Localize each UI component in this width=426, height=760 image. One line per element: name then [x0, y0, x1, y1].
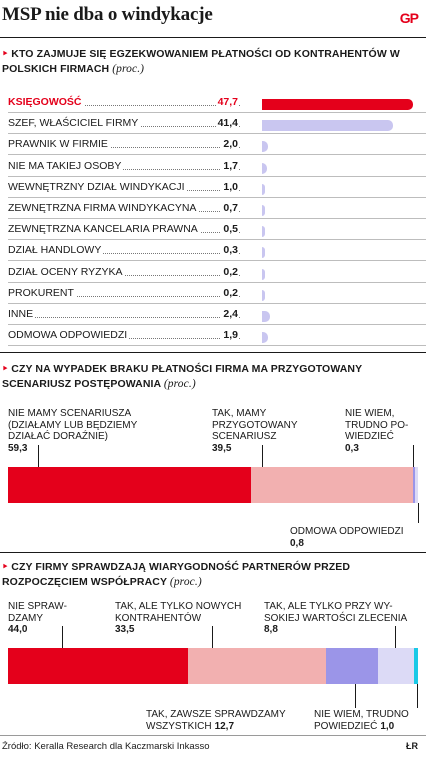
q3-segment	[326, 648, 378, 684]
q1-category-label: DZIAŁ OCENY RYZYKA	[8, 265, 123, 278]
q3-annotation-new-only	[115, 601, 241, 636]
q1-value-label: 1,7	[223, 159, 238, 172]
q3-stacked-bar	[8, 648, 418, 684]
annotation-line: TAK, ZAWSZE SPRAWDZAMY	[146, 709, 286, 720]
annotation-value: 44,0	[8, 624, 28, 635]
q3-segment	[414, 648, 418, 684]
leader-line	[417, 684, 418, 708]
annotation-line: NIE MAMY SCENARIUSZA	[8, 408, 132, 419]
q2-stacked-bar	[8, 467, 418, 503]
q3-title: CZY FIRMY SPRAWDZAJĄ WIARYGODNOŚĆ PARTNERÓW PRZED ROZPOCZĘCIEM WSPÓŁPRACY	[2, 561, 351, 588]
q1-bar	[262, 226, 265, 237]
q1-row	[8, 326, 426, 346]
q1-category-label: NIE MA TAKIEJ OSOBY	[8, 159, 122, 172]
q1-row	[8, 284, 426, 304]
annotation-line: POWIEDZIEĆ 1,0	[314, 720, 395, 732]
q1-row	[8, 114, 426, 134]
annotation-value: 33,5	[115, 624, 135, 635]
row-separator	[8, 345, 426, 346]
row-separator	[8, 260, 426, 261]
annotation-line: PRZYGOTOWANY	[212, 419, 298, 431]
q1-row	[8, 178, 426, 198]
q1-value-label: 1,9	[223, 329, 238, 342]
q3-annotation-high-value	[264, 601, 407, 636]
leader-line	[395, 626, 396, 648]
q2-segment	[415, 467, 418, 503]
q1-bar	[262, 141, 268, 152]
q1-row	[8, 135, 426, 155]
q1-category-label: WEWNĘTRZNY DZIAŁ WINDYKACJI	[8, 180, 185, 193]
q3-annotation-always	[146, 709, 286, 732]
q1-value-label: 2,0	[223, 138, 238, 151]
annotation-line: TRUDNO PO-	[345, 419, 409, 431]
annotation-line: SCENARIUSZ	[212, 431, 277, 442]
leader-line	[62, 626, 63, 648]
arrow-marker-icon: ‣	[2, 48, 9, 60]
annotation-line: WSZYSTKICH 12,7	[146, 720, 235, 732]
arrow-marker-icon: ‣	[2, 561, 9, 573]
q3-segment	[188, 648, 325, 684]
annotation-value: 0,3	[345, 442, 359, 454]
q1-value-label: 1,0	[223, 180, 238, 193]
annotation-line: DZAMY	[8, 612, 43, 624]
q3-annotation-dont-know	[314, 709, 409, 732]
q1-category-label: DZIAŁ HANDLOWY	[8, 244, 102, 257]
annotation-line: (DZIAŁAMY LUB BĘDZIEMY	[8, 419, 138, 431]
q2-annotation-dont-know	[345, 408, 408, 454]
annotation-value: 8,8	[264, 624, 278, 635]
leader-line	[418, 503, 419, 523]
q1-category-label: ZEWNĘTRZNA FIRMA WINDYKACYNA	[8, 202, 197, 214]
q1-row	[8, 157, 426, 177]
q2-segment	[8, 467, 251, 503]
divider	[0, 37, 426, 38]
q1-row	[8, 263, 426, 283]
divider	[0, 352, 426, 353]
leader-line	[355, 684, 356, 708]
q1-category-label: SZEF, WŁAŚCICIEL FIRMY	[8, 117, 139, 130]
q1-bar	[262, 120, 393, 131]
annotation-line: KONTRAHENTÓW	[115, 612, 202, 624]
q3-segment	[8, 648, 188, 684]
annotation-line: NIE SPRAW-	[8, 601, 67, 612]
q1-category-label: ZEWNĘTRZNA KANCELARIA PRAWNA	[8, 223, 198, 236]
q2-annotation-refusal	[290, 526, 404, 549]
page-title: MSP nie dba o windykacje	[2, 4, 213, 25]
annotation-value: 12,7	[214, 720, 235, 732]
q1-category-label: ODMOWA ODPOWIEDZI	[8, 329, 128, 342]
q1-category-label: INNE	[8, 308, 34, 320]
annotation-line: TAK, ALE TYLKO PRZY WY-	[264, 601, 393, 612]
q1-bar	[262, 332, 268, 343]
row-separator	[8, 133, 426, 134]
q2-segment	[251, 467, 413, 503]
q1-value-label: 0,7	[223, 202, 238, 214]
q1-title: KTO ZAJMUJE SIĘ EGZEKWOWANIEM PŁATNOŚCI OD KONTRAHENTÓW W POLSKICH FIRMACH	[2, 48, 400, 75]
q1-unit: (proc.)	[112, 63, 145, 75]
q2-annotation-has-scenario	[212, 408, 298, 454]
q1-row	[8, 241, 426, 261]
leader-line	[413, 445, 414, 467]
row-separator	[8, 303, 426, 304]
q2-annotation-no-scenario	[8, 408, 137, 454]
q1-category-label: KSIĘGOWOŚĆ	[8, 96, 82, 108]
q1-value-label: 41,4	[217, 117, 238, 130]
q2-title: CZY NA WYPADEK BRAKU PŁATNOŚCI FIRMA MA PRZYGOTOWANY SCENARIUSZ POSTĘPOWANIA	[2, 363, 363, 390]
row-separator	[8, 218, 426, 219]
annotation-line: DZIAŁAĆ DORAŹNIE)	[8, 431, 109, 442]
q1-value-label: 47,7	[217, 96, 238, 108]
q1-row	[8, 305, 426, 325]
row-separator	[8, 197, 426, 198]
row-separator	[8, 239, 426, 240]
q1-bar	[262, 247, 265, 258]
q1-bar	[262, 269, 265, 280]
leader-line	[38, 445, 39, 467]
q1-bar	[262, 184, 265, 195]
q1-bar	[262, 311, 270, 322]
q1-category-label: PROKURENT	[8, 286, 74, 299]
q1-bar	[262, 290, 265, 301]
arrow-marker-icon: ‣	[2, 363, 9, 375]
q1-category-label: PRAWNIK W FIRMIE	[8, 138, 108, 151]
q1-value-label: 2,4	[223, 308, 238, 320]
q1-value-label: 0,5	[223, 223, 238, 236]
annotation-value: 0,8	[290, 537, 304, 549]
row-separator	[8, 154, 426, 155]
q1-value-label: 0,2	[223, 265, 238, 278]
q1-row	[8, 199, 426, 219]
leader-line	[262, 445, 263, 467]
q1-bar	[262, 163, 267, 174]
q3-segment	[378, 648, 414, 684]
annotation-line: TAK, ALE TYLKO NOWYCH	[115, 601, 242, 612]
row-separator	[8, 282, 426, 283]
annotation-value: 39,5	[212, 442, 232, 454]
annotation-line: SOKIEJ WARTOŚCI ZLECENIA	[264, 612, 408, 624]
q3-unit: (proc.)	[169, 576, 202, 588]
q2-unit: (proc.)	[163, 378, 196, 390]
annotation-line: WIEDZIEĆ	[345, 431, 394, 442]
leader-line	[212, 626, 213, 648]
divider	[0, 552, 426, 553]
source-note: Źródło: Keralla Research dla Kaczmarski Inkasso	[2, 741, 210, 752]
annotation-line: NIE WIEM, TRUDNO	[314, 709, 409, 720]
publisher-logo: GP	[399, 10, 418, 26]
annotation-line: TAK, MAMY	[212, 408, 267, 419]
q3-annotation-no-check	[8, 601, 67, 636]
divider	[0, 735, 426, 736]
row-separator	[8, 112, 426, 113]
q1-row	[8, 93, 426, 113]
row-separator	[8, 324, 426, 325]
annotation-value: 59,3	[8, 442, 28, 454]
annotation-line: NIE WIEM,	[345, 408, 395, 419]
q3-heading	[2, 560, 412, 590]
q2-heading	[2, 362, 412, 392]
row-separator	[8, 176, 426, 177]
q1-row	[8, 220, 426, 240]
annotation-value: 1,0	[380, 720, 395, 732]
brand-mark: ŁR	[406, 741, 418, 751]
q1-value-label: 0,3	[223, 244, 238, 257]
q1-bar	[262, 99, 413, 110]
q1-bar	[262, 205, 265, 216]
annotation-line: ODMOWA ODPOWIEDZI	[290, 526, 404, 537]
q1-value-label: 0,2	[223, 286, 238, 299]
dot-leader	[16, 317, 240, 318]
q1-heading	[2, 47, 412, 77]
